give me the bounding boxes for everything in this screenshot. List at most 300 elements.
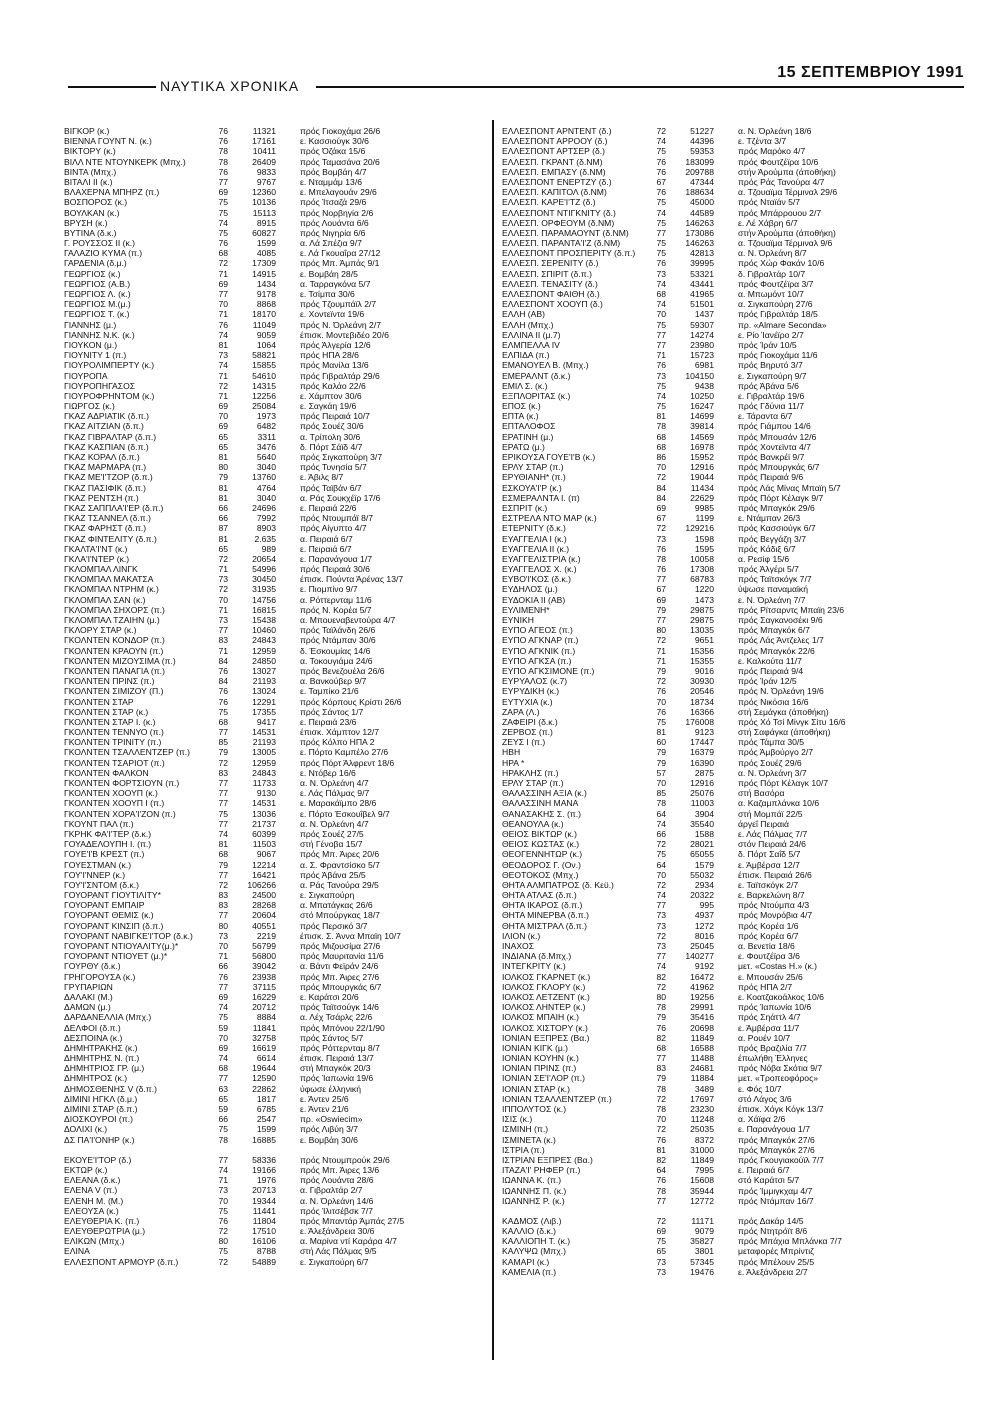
- ship-name: ΓΟΥΟΡΑΝΤ ΕΜΠΑΙΡ: [64, 900, 145, 911]
- destination: πρός Σηάττλ 4/7: [738, 1012, 801, 1023]
- ship-name: ΕΛΛΕΣΠ. ΕΜΠΑΣΥ (δ.ΝΜ): [502, 166, 606, 177]
- build-year: 74: [218, 360, 228, 371]
- build-year: 69: [218, 421, 228, 432]
- build-year: 77: [656, 339, 666, 350]
- ship-entry: [64, 961, 482, 971]
- ship-name: ΘΗΤΑ ΜΙΣΤΡΑΛ (δ.π.): [502, 920, 587, 931]
- tonnage: 209788: [685, 166, 714, 177]
- ship-entry: [64, 1023, 482, 1033]
- build-year: 80: [218, 1236, 228, 1247]
- build-year: 80: [656, 991, 666, 1002]
- build-year: 75: [656, 716, 666, 727]
- destination: πρός Μπαγκόκ 27/6: [738, 1134, 815, 1145]
- ship-entry: [64, 951, 482, 961]
- build-year: 74: [656, 961, 666, 972]
- ship-entry: [64, 1246, 482, 1256]
- destination: πρός Καλάο 22/6: [300, 380, 366, 391]
- ship-name: ΓΚΑΖ ΓΙΒΡΑΛΤΑΡ (δ.π.): [64, 431, 157, 442]
- ship-name: ΙΣΜΙΝΕΤΑ (κ.): [502, 1134, 556, 1145]
- tonnage: 16421: [252, 869, 276, 880]
- build-year: 81: [218, 839, 228, 850]
- build-year: 81: [218, 482, 228, 493]
- tonnage: 20713: [252, 1185, 276, 1196]
- ship-entry: [502, 197, 942, 207]
- ship-name: ΕΛΕΝΑ V (π.): [64, 1185, 118, 1196]
- ship-entry: [64, 635, 482, 645]
- tonnage: 4937: [694, 910, 714, 921]
- ship-entry: [502, 218, 942, 228]
- ship-entry: [502, 1236, 942, 1246]
- tonnage: 26409: [252, 156, 276, 167]
- build-year: 73: [218, 615, 228, 625]
- build-year: 81: [218, 339, 228, 350]
- ship-name: ΕΛΛΕΣΠ. ΓΚΡΑΝΤ (δ.ΝΜ): [502, 156, 603, 167]
- destination: πρός Τάμπα 30/5: [738, 737, 805, 748]
- build-year: 70: [656, 696, 666, 707]
- tonnage: 14315: [252, 380, 276, 391]
- destination: πρός Μαυριτανία 11/6: [300, 951, 384, 962]
- ship-entry: [64, 197, 482, 207]
- destination: πρός Μπόνου 22/1/90: [300, 1022, 385, 1033]
- destination: α. Λέχ Τσάρλς 22/6: [300, 1012, 373, 1023]
- tonnage: 11884: [690, 1073, 714, 1084]
- tonnage: 15608: [690, 1175, 714, 1186]
- destination: πρός Λιβύη 3/7: [300, 1124, 359, 1135]
- build-year: 71: [218, 604, 228, 615]
- build-year: 77: [656, 900, 666, 911]
- ship-name: ΒΙΕΝΝΑ ΓΟΥΝΤ Ν. (κ.): [64, 136, 152, 147]
- ship-name: ΓΚΟΛΝΤΕΝ ΠΑΝΑΓΙΑ (π.): [64, 665, 165, 676]
- ship-name: ΓΟΥΕ'Ι'Β ΚΡΕΣΤ (π.): [64, 849, 145, 860]
- section-gap: [502, 1206, 942, 1216]
- build-year: 83: [656, 1063, 666, 1074]
- ship-name: ΓΙΟΥΝΙΤΥ 1 (π.): [64, 350, 127, 361]
- build-year: 75: [218, 1205, 228, 1216]
- build-year: 84: [218, 676, 228, 687]
- ship-name: ΔΗΜΗΤΡΟΣ (κ.): [64, 1073, 128, 1084]
- build-year: 77: [218, 869, 228, 880]
- ship-entry: [64, 126, 482, 136]
- destination: α. Ν. Όρλεάνη 3/7: [738, 767, 807, 778]
- ship-name: ΓΕΩΡΓΙΟΣ Μ.(μ.): [64, 299, 131, 310]
- ship-entry: [64, 513, 482, 523]
- destination: ύψωσε παναμαϊκή: [738, 584, 809, 595]
- tonnage: 8016: [694, 930, 714, 941]
- ship-entry: [64, 625, 482, 635]
- build-year: 77: [656, 227, 666, 238]
- ship-entry: [502, 503, 942, 513]
- destination: πρός Κορέα 1/6: [738, 920, 799, 931]
- ship-entry: [502, 666, 942, 676]
- build-year: 78: [656, 1002, 666, 1013]
- build-year: 75: [656, 380, 666, 391]
- tonnage: 4764: [256, 482, 276, 493]
- ship-name: ΓΟΥΑΔΕΛΟΥΠΗ Ι. (π.): [64, 839, 152, 850]
- tonnage: 1817: [256, 1093, 276, 1104]
- destination: πρός Όζάκα 15/6: [300, 146, 366, 157]
- ship-entry: [64, 574, 482, 584]
- ship-entry: [502, 320, 942, 330]
- tonnage: 14699: [690, 411, 714, 422]
- build-year: 77: [656, 1195, 666, 1206]
- tonnage: 12916: [690, 778, 714, 788]
- build-year: 76: [656, 564, 666, 575]
- tonnage: 59353: [690, 146, 714, 157]
- destination: πρός Νικόσια 16/6: [738, 696, 809, 707]
- tonnage: 1595: [694, 543, 714, 554]
- build-year: 81: [656, 411, 666, 422]
- tonnage: 25084: [252, 401, 276, 412]
- ship-name: ΕΛΛΕΣΠ. ΤΕΝΑΣΙΤΥ (δ.): [502, 278, 598, 289]
- destination: στόν Πειραιά 24/6: [738, 839, 806, 850]
- build-year: 72: [218, 1256, 228, 1267]
- ship-entry: [502, 798, 942, 808]
- ship-entry: [64, 1135, 482, 1145]
- ship-entry: [502, 1053, 942, 1063]
- build-year: 74: [218, 217, 228, 228]
- destination: α. Χάϊφα 2/6: [738, 1114, 786, 1125]
- tonnage: 11849: [690, 1032, 714, 1043]
- destination: πρός Ντούμπα 4/3: [738, 900, 810, 911]
- tonnage: 13027: [252, 665, 276, 676]
- build-year: 84: [656, 492, 666, 503]
- ship-name: Γ. ΡΟΥΣΣΟΣ ΙΙ (κ.): [64, 238, 136, 249]
- ship-entry: [64, 157, 482, 167]
- destination: έπισκ. Χάμπτον 12/7: [300, 727, 380, 738]
- destination: πρός Γδύνια 11/7: [738, 401, 804, 412]
- destination: ε. Φουτζέϊρα 3/6: [738, 951, 800, 962]
- ship-entry: [502, 1257, 942, 1267]
- destination: ε. Μπουσάν 25/6: [738, 971, 803, 982]
- ship-entry: [502, 1165, 942, 1175]
- tonnage: 31935: [252, 584, 276, 595]
- ship-entry: [64, 747, 482, 757]
- build-year: 64: [656, 808, 666, 819]
- ship-name: ΓΟΥΕΣΤΜΑΝ (κ.): [64, 859, 132, 870]
- ship-entry: [502, 860, 942, 870]
- build-year: 78: [656, 798, 666, 809]
- ship-entry: [502, 1196, 942, 1206]
- tonnage: 1599: [256, 1124, 276, 1135]
- ship-name: ΔΗΜΗΤΡΗΣ Ν. (π.): [64, 1053, 140, 1064]
- ship-entry: [64, 992, 482, 1002]
- ship-entry: [64, 595, 482, 605]
- destination: πρός Βενεζουέλα 26/6: [300, 665, 385, 676]
- build-year: 77: [218, 1154, 228, 1165]
- ship-entry: [502, 411, 942, 421]
- ship-name: ΕΠΤΑ (κ.): [502, 411, 539, 422]
- ship-name: ΔΙΜΙΝΙ ΗΓΚΛ (δ.μ.): [64, 1093, 138, 1104]
- tonnage: 60399: [252, 828, 276, 839]
- build-year: 57: [656, 767, 666, 778]
- tonnage: 5640: [256, 452, 276, 462]
- ship-entry: [502, 900, 942, 910]
- destination: ε. Παρανάγουα 1/7: [300, 553, 372, 564]
- ship-entry: [64, 921, 482, 931]
- build-year: 74: [656, 278, 666, 289]
- ship-name: ΚΑΛΥΨΩ (Μπχ.): [502, 1246, 566, 1257]
- tonnage: 1220: [694, 584, 714, 595]
- tonnage: 25076: [690, 788, 714, 799]
- destination: στή Λάς Πάλμας 9/5: [300, 1246, 377, 1257]
- build-year: 72: [656, 676, 666, 687]
- ship-name: ΓΟΥΟΡΑΝΤ ΝΑΒΙΓΚΕ'Ι'ΤΟΡ (δ.κ.): [64, 930, 193, 941]
- ship-entry: [502, 309, 942, 319]
- tonnage: 43441: [690, 278, 714, 289]
- ship-name: ΔΙΜΙΝΙ ΣΤΑΡ (δ.π.): [64, 1104, 138, 1114]
- build-year: 68: [218, 248, 228, 259]
- ship-name: ΕΥΑΓΓΕΛΙΣΤΡΙΑ (κ.): [502, 553, 581, 564]
- tonnage: 30450: [252, 574, 276, 585]
- tonnage: 42813: [690, 248, 714, 259]
- destination: πρός Μπαγκόκ 27/6: [738, 1144, 815, 1155]
- tonnage: 11849: [690, 1154, 714, 1165]
- destination: ε. Λάς Πάλμας 9/7: [300, 788, 370, 799]
- ship-entry: [502, 849, 942, 859]
- ship-name: ΕΥΑΓΓΕΛΙΑ Ι (κ.): [502, 533, 567, 544]
- destination: πρός Βανκρέϊ 9/7: [738, 452, 805, 462]
- ship-entry: [502, 676, 942, 686]
- build-year: 75: [656, 217, 666, 228]
- tonnage: 45000: [690, 197, 714, 208]
- ship-entry: [64, 401, 482, 411]
- build-year: 76: [656, 1022, 666, 1033]
- build-year: 74: [656, 890, 666, 901]
- build-year: 76: [218, 166, 228, 177]
- build-year: 75: [218, 706, 228, 717]
- tonnage: 39042: [252, 961, 276, 972]
- destination: πρός Ράς Τανούρα 4/7: [738, 176, 825, 187]
- tonnage: 9985: [694, 502, 714, 513]
- ship-entry: [502, 1226, 942, 1236]
- ship-entry: [502, 972, 942, 982]
- build-year: 68: [218, 1063, 228, 1074]
- ship-entry: [502, 391, 942, 401]
- section-gap: [64, 1145, 482, 1155]
- tonnage: 1434: [256, 278, 276, 289]
- build-year: 82: [656, 1032, 666, 1043]
- destination: ε. Σιγκαπούρη 6/7: [300, 1256, 369, 1267]
- tonnage: 16472: [690, 971, 714, 982]
- destination: έπωλήθη Έλληνες: [738, 1053, 808, 1064]
- tonnage: 16815: [252, 604, 276, 615]
- ship-name: ΕΛΕΑΝΑ (δ.κ.): [64, 1175, 121, 1186]
- tonnage: 40551: [252, 920, 276, 931]
- ship-entry: [64, 1185, 482, 1195]
- tonnage: 6614: [256, 1053, 276, 1064]
- tonnage: 19644: [252, 1063, 276, 1074]
- tonnage: 22862: [252, 1083, 276, 1094]
- ship-name: ΓΚΛΟΜΠΑΛ ΝΤΡΗΜ (κ.): [64, 584, 159, 595]
- ship-entry: [502, 819, 942, 829]
- ship-entry: [502, 452, 942, 462]
- ship-name: ΓΚΟΛΝΤΕΝ ΣΙΜΙΖΟΥ (Π.): [64, 686, 164, 697]
- ship-entry: [502, 401, 942, 411]
- ship-name: ΒΛΑΧΕΡΝΑ ΜΠΗΡΖ (π.): [64, 187, 160, 198]
- tonnage: 16366: [690, 706, 714, 717]
- tonnage: 1599: [256, 238, 276, 249]
- ship-entry: [64, 880, 482, 890]
- build-year: 68: [218, 716, 228, 727]
- ship-name: ΗΡΑ *: [502, 757, 525, 768]
- destination: α. Βάντι Φεϊράν 24/6: [300, 961, 379, 972]
- ship-entry: [502, 187, 942, 197]
- ship-entry: [64, 1084, 482, 1094]
- ship-name: ΓΙΟΥΚΟΝ (μ.): [64, 339, 118, 350]
- tonnage: 11049: [252, 319, 276, 330]
- destination: ε. Βομβάη 30/6: [300, 1134, 358, 1145]
- destination: πρός Ντουμπάϊ 8/7: [300, 513, 374, 524]
- destination: ε. Ν. Όρλεάνη 7/7: [738, 594, 806, 605]
- destination: στή Μπαγκόκ 20/3: [300, 1063, 371, 1074]
- build-year: 68: [656, 441, 666, 452]
- tonnage: 15438: [252, 615, 276, 625]
- destination: στή Σαφάγκα (άποθήκη): [738, 727, 831, 738]
- build-year: 75: [656, 197, 666, 208]
- ship-entry: [64, 1063, 482, 1073]
- ship-entry: [502, 330, 942, 340]
- tonnage: 13024: [252, 686, 276, 697]
- tonnage: 9130: [256, 788, 276, 799]
- build-year: 66: [218, 1114, 228, 1125]
- tonnage: 19476: [690, 1266, 714, 1277]
- destination: πρός Κορέα 6/7: [738, 930, 799, 941]
- destination: πρός Μαρόκο 4/7: [738, 146, 806, 157]
- build-year: 82: [656, 971, 666, 982]
- build-year: 74: [218, 1053, 228, 1064]
- build-year: 64: [656, 859, 666, 870]
- tonnage: 24500: [252, 890, 276, 901]
- tonnage: 31000: [690, 1144, 714, 1155]
- build-year: 70: [218, 299, 228, 310]
- ship-name: ΓΚΛΑ'Ι'ΝΤΕΡ (κ.): [64, 553, 130, 564]
- build-year: 69: [218, 401, 228, 412]
- tonnage: 9016: [694, 665, 714, 676]
- build-year: 74: [656, 390, 666, 401]
- destination: δ. Πόρτ Σάϊδ 4/7: [300, 441, 363, 452]
- build-year: 76: [656, 166, 666, 177]
- build-year: 75: [218, 1012, 228, 1023]
- tonnage: 9651: [694, 635, 714, 646]
- build-year: 79: [656, 747, 666, 758]
- tonnage: 7992: [256, 513, 276, 524]
- build-year: 77: [218, 625, 228, 636]
- build-year: 76: [218, 126, 228, 136]
- tonnage: 12214: [252, 859, 276, 870]
- ship-entry: [502, 238, 942, 248]
- build-year: 71: [218, 1175, 228, 1186]
- build-year: 67: [656, 513, 666, 524]
- ship-name: ΙΟΛΚΟΣ ΛΕΤΖΕΝΤ (κ.): [502, 991, 590, 1002]
- destination: ε. Άντεν 21/6: [300, 1104, 349, 1114]
- tonnage: 68783: [690, 574, 714, 585]
- build-year: 74: [656, 299, 666, 310]
- ship-entry: [502, 1135, 942, 1145]
- build-year: 71: [656, 655, 666, 666]
- build-year: 66: [218, 502, 228, 513]
- build-year: 81: [218, 533, 228, 544]
- destination: ε. Πιομπίνο 9/7: [300, 584, 358, 595]
- ship-name: ΕΛΕΥΘΕΡΩΤΡΙΑ (μ.): [64, 1226, 146, 1237]
- ship-entry: [502, 513, 942, 523]
- ship-name: ΕΠΟΣ (κ.): [502, 401, 541, 412]
- ship-name: ΙΩΑΝΝΑ Κ. (π.): [502, 1175, 562, 1186]
- ship-entry: [64, 340, 482, 350]
- ship-entry: [64, 849, 482, 859]
- ship-entry: [64, 1155, 482, 1165]
- ship-entry: [64, 1226, 482, 1236]
- destination: ε. Λάς Πάλμας 7/7: [738, 828, 808, 839]
- tonnage: 104150: [685, 370, 714, 381]
- destination: ε. Ντάμπαν 26/3: [738, 513, 801, 524]
- destination: πρός Ντουμπρούκ 29/6: [300, 1154, 390, 1165]
- ship-name: ΙΟΛΚΟΣ ΜΠΑΙΗ (κ.): [502, 1012, 579, 1023]
- tonnage: 19166: [252, 1164, 276, 1175]
- tonnage: 54610: [252, 370, 276, 381]
- build-year: 78: [218, 156, 228, 167]
- ship-entry: [64, 238, 482, 248]
- destination: ε. Χάμπτον 30/6: [300, 390, 362, 401]
- build-year: 83: [218, 900, 228, 911]
- destination: πρός Ίράν 10/5: [738, 339, 797, 350]
- build-year: 73: [656, 268, 666, 279]
- build-year: 75: [656, 401, 666, 412]
- build-year: 72: [656, 472, 666, 483]
- ship-name: ΘΑΛΑΣΣΙΝΗ ΑΞΙΑ (κ.): [502, 788, 587, 799]
- build-year: 79: [218, 747, 228, 758]
- ship-entry: [64, 931, 482, 941]
- tonnage: 17355: [252, 706, 276, 717]
- tonnage: 17697: [690, 1093, 714, 1104]
- ship-entry: [502, 493, 942, 503]
- destination: ύφωσε έλληνική: [300, 1083, 361, 1094]
- tonnage: 188634: [685, 187, 714, 198]
- ship-entry: [64, 697, 482, 707]
- column-divider: [492, 120, 494, 1360]
- ship-entry: [502, 299, 942, 309]
- ship-name: ΘΕΙΟΣ ΒΙΚΤΩΡ (κ.): [502, 828, 577, 839]
- destination: α. Ν. Όρλεάνη 4/7: [300, 818, 369, 829]
- tonnage: 11488: [690, 1053, 714, 1064]
- destination: πρός Βηρυτό 3/7: [738, 360, 803, 371]
- destination: πρός Μιζουσίμα 27/6: [300, 941, 381, 951]
- tonnage: 11841: [252, 1022, 276, 1033]
- ship-name: ΙΛΙΟΝ (κ.): [502, 930, 541, 941]
- destination: πρός Άμβούργο 2/7: [738, 747, 814, 758]
- destination: α. Τρίπολη 30/6: [300, 431, 361, 442]
- tonnage: 173086: [685, 227, 714, 238]
- build-year: 70: [656, 869, 666, 880]
- destination: πρός Περσικό 3/7: [300, 920, 368, 931]
- tonnage: 53321: [690, 268, 714, 279]
- tonnage: 3476: [256, 441, 276, 452]
- ship-name: ΕΛΛΕΣΠΟΝΤ ΕΝΕΡΤΖΥ (δ.): [502, 176, 612, 187]
- destination: πρός Μπ. Άιρες 20/6: [300, 849, 380, 860]
- tonnage: 11441: [252, 1205, 276, 1216]
- ship-entry: [502, 727, 942, 737]
- ship-name: ΙΠΠΟΛΥΤΟΣ (κ.): [502, 1104, 567, 1114]
- tonnage: 19044: [690, 472, 714, 483]
- ship-entry: [64, 248, 482, 258]
- destination: πρός Φουτζέϊρα 3/7: [738, 278, 814, 289]
- tonnage: 15855: [252, 360, 276, 371]
- tonnage: 16379: [690, 747, 714, 758]
- ship-name: ΓΙΟΥΡΟΠΗΓΑΣΟΣ: [64, 380, 136, 391]
- build-year: 73: [656, 1266, 666, 1277]
- build-year: 73: [218, 574, 228, 585]
- destination: πρός Ν. Όρλεάνη 19/6: [738, 686, 824, 697]
- build-year: 77: [656, 329, 666, 340]
